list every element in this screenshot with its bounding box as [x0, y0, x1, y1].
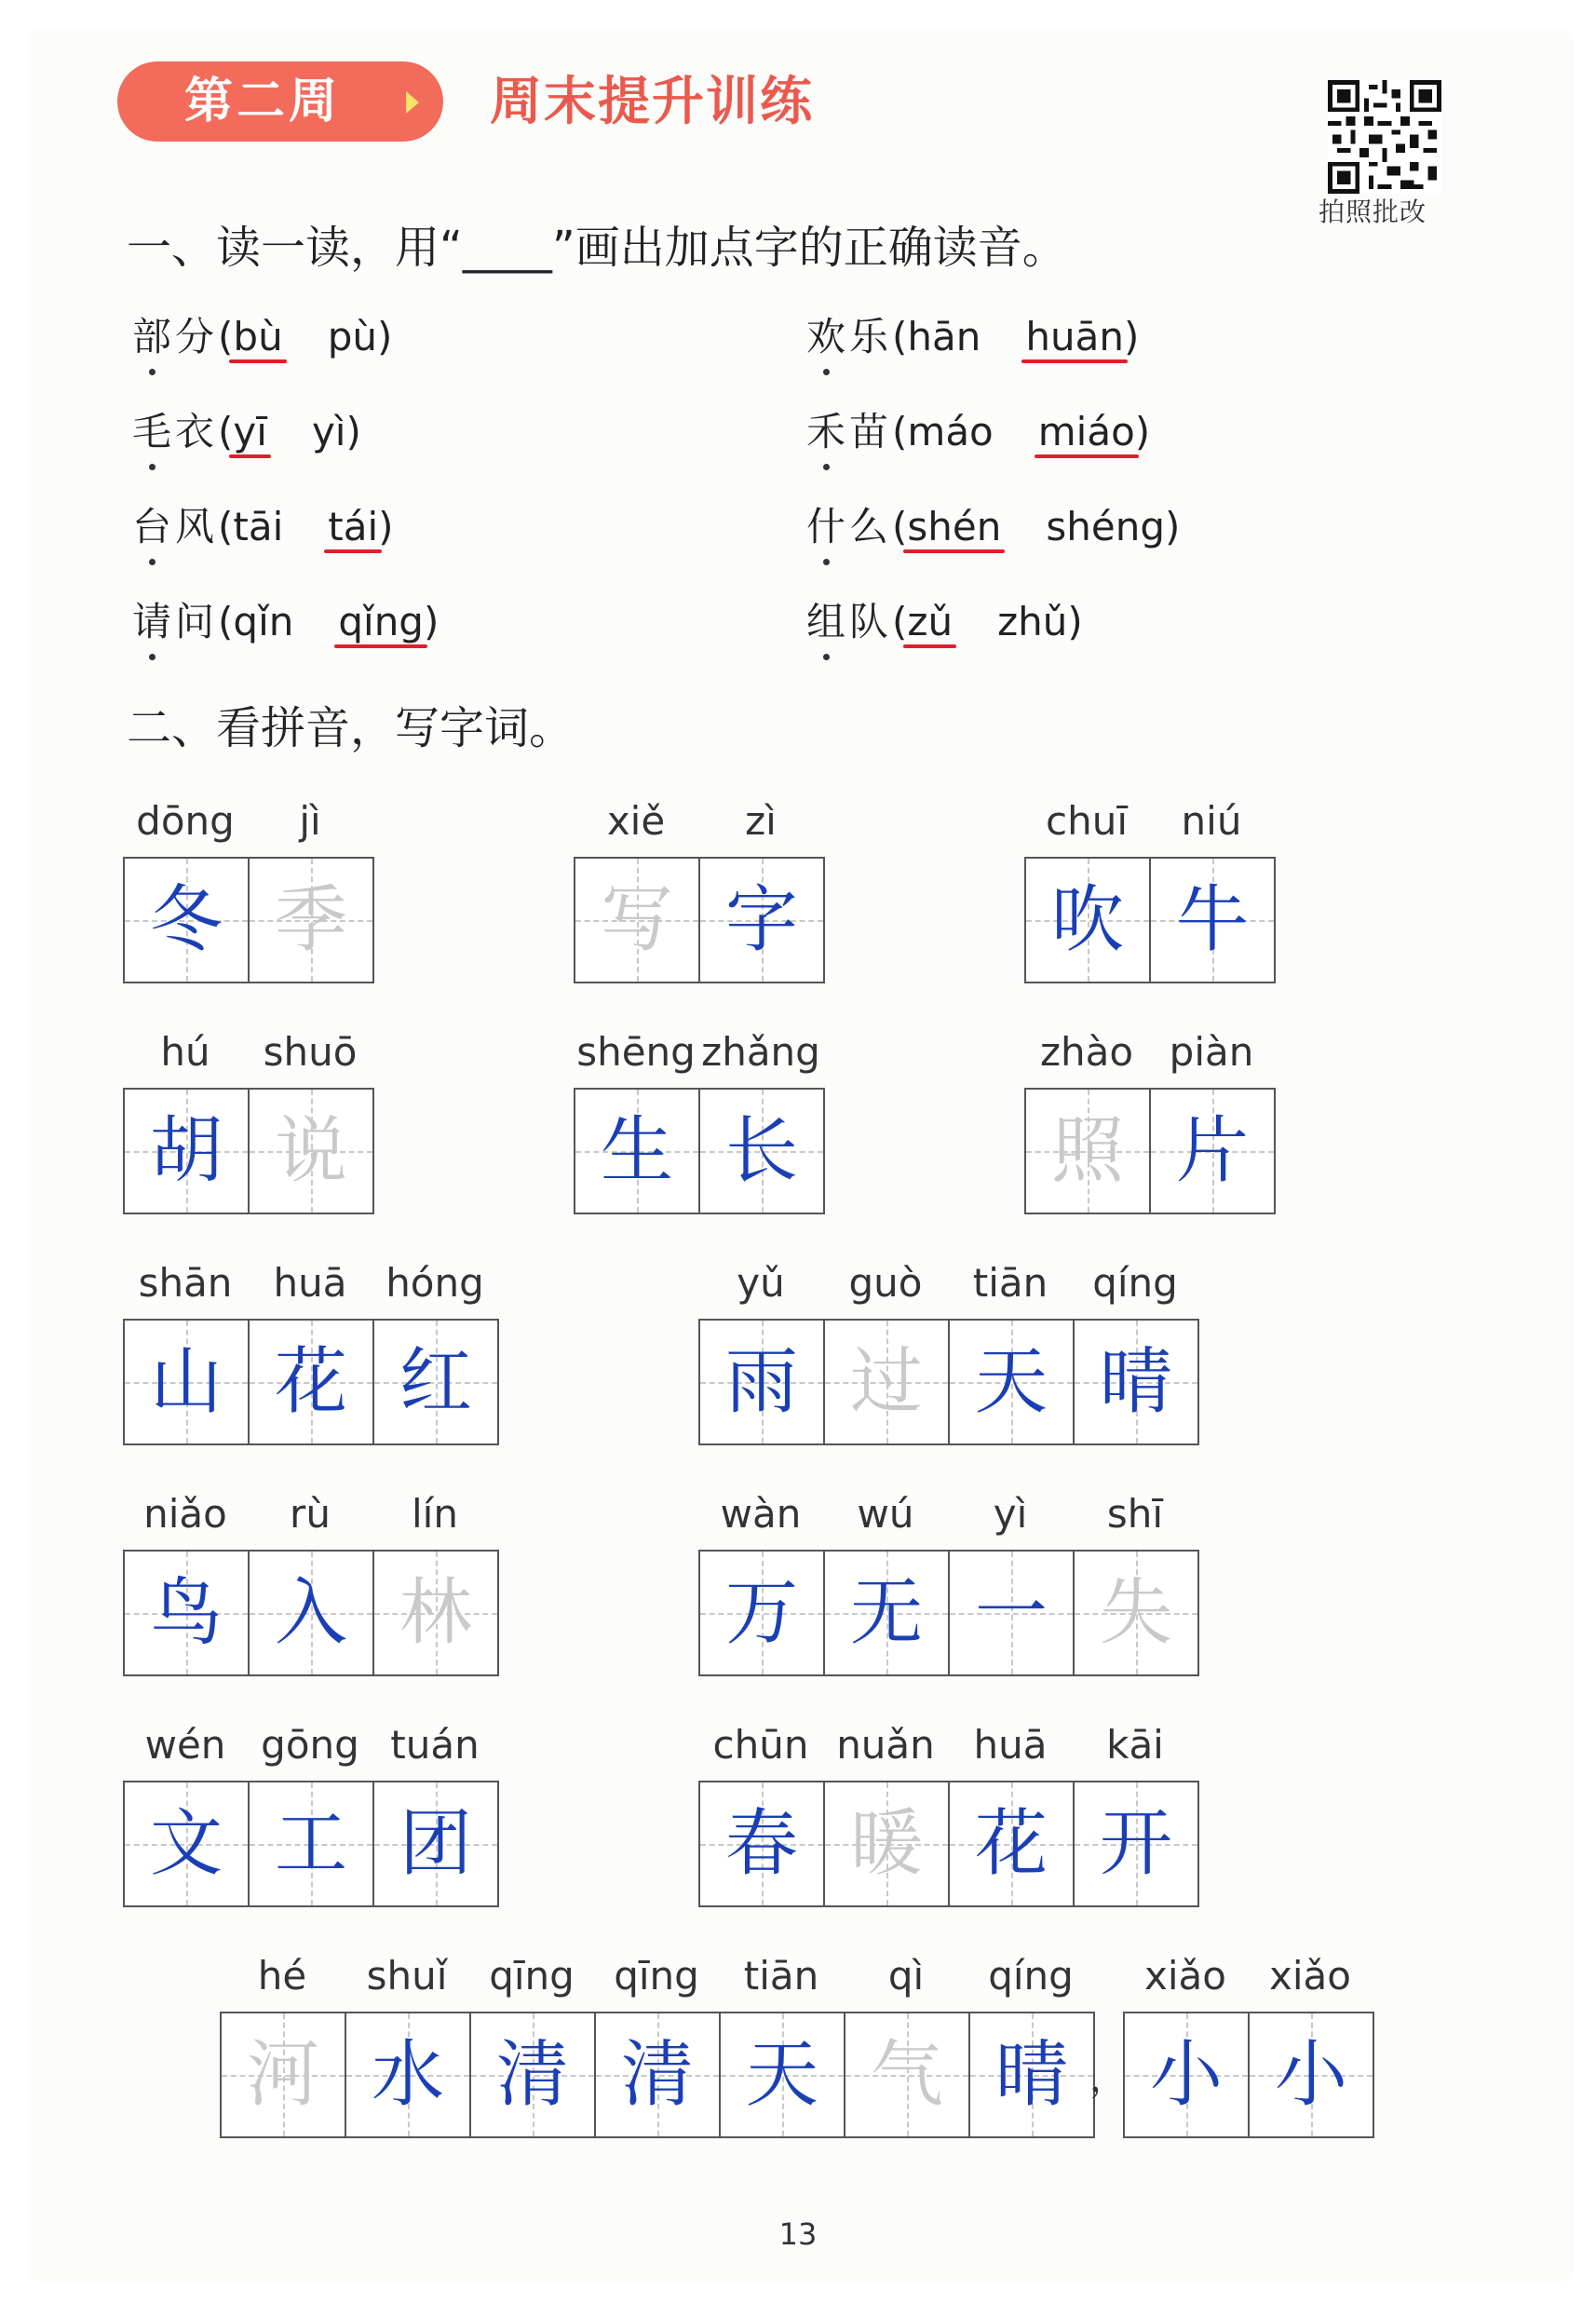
writing-cell[interactable] [248, 1090, 372, 1213]
writing-cell[interactable] [948, 1321, 1073, 1443]
reading-item [806, 499, 1180, 555]
emphasis-dot [823, 654, 830, 660]
option-pinyin[interactable]: tāi [233, 504, 284, 549]
pinyin-label: zhǎng [701, 1029, 820, 1075]
written-character: 水 [371, 2033, 444, 2117]
open-paren: ( [218, 314, 234, 359]
written-character: 工 [274, 1802, 347, 1886]
writing-cell[interactable] [345, 2013, 469, 2136]
pinyin-label: qīng [614, 1953, 699, 1999]
tianzige-grid [698, 1781, 1199, 1907]
emphasis-dot [149, 369, 156, 375]
tianzige-grid [220, 2012, 1095, 2138]
written-character: 气 [870, 2033, 943, 2117]
pinyin-label: chuī [1046, 798, 1128, 844]
written-character: 生 [600, 1109, 673, 1193]
close-paren: ) [378, 504, 394, 549]
pinyin-label: yì [993, 1491, 1028, 1537]
pinyin-label: tuán [390, 1722, 480, 1768]
option-pinyin[interactable]: shéng [1046, 504, 1165, 549]
writing-cell[interactable] [372, 1782, 497, 1905]
written-character: 照 [1050, 1109, 1124, 1193]
emphasis-dot [149, 559, 156, 565]
writing-cell[interactable] [125, 1552, 248, 1674]
written-character: 晴 [994, 2033, 1068, 2117]
item-word: 什么 [806, 504, 893, 549]
close-paren: ) [345, 409, 361, 454]
open-paren: ( [892, 504, 908, 549]
open-paren: ( [892, 599, 908, 644]
writing-cell[interactable] [248, 859, 372, 982]
pinyin-label: wàn [720, 1491, 802, 1537]
written-character: 清 [495, 2033, 569, 2117]
writing-cell[interactable] [222, 2013, 345, 2136]
writing-cell[interactable] [948, 1552, 1073, 1674]
qr-caption: 拍照批改 [1319, 197, 1427, 227]
pinyin-label: xiǎo [1269, 1953, 1351, 1999]
page-number: 13 [778, 2216, 818, 2252]
pinyin-label: qì [887, 1953, 925, 1999]
written-character: 小 [1149, 2033, 1223, 2117]
written-character: 片 [1175, 1109, 1249, 1193]
writing-cell[interactable] [698, 859, 823, 982]
tianzige-grid [1024, 1088, 1276, 1214]
arrow-icon [406, 91, 419, 114]
pinyin-label: piàn [1169, 1029, 1254, 1075]
tianzige-grid [574, 1088, 825, 1214]
page-title: 周末提升训练 [490, 72, 814, 132]
writing-cell[interactable] [1248, 2013, 1373, 2136]
pinyin-label: zì [745, 798, 777, 844]
pinyin-label: tiān [972, 1260, 1048, 1306]
written-character: 小 [1274, 2033, 1347, 2117]
close-paren: ) [1165, 504, 1181, 549]
emphasis-dot [823, 369, 830, 375]
written-character: 河 [246, 2033, 319, 2117]
written-character: 万 [724, 1571, 798, 1655]
writing-cell[interactable] [125, 859, 248, 982]
tianzige-grid [698, 1550, 1199, 1676]
writing-cell[interactable] [125, 1782, 248, 1905]
written-character: 红 [399, 1340, 472, 1424]
reading-item [806, 404, 1150, 460]
tianzige-grid [123, 1550, 499, 1676]
pinyin-label: huā [273, 1260, 347, 1306]
pinyin-label: wén [144, 1722, 226, 1768]
reading-item [132, 594, 439, 650]
tianzige-grid [574, 857, 825, 983]
item-word: 部分 [132, 314, 219, 359]
part1-heading: 一、读一读，用“____”画出加点字的正确读音。 [127, 222, 1067, 274]
written-character: 无 [849, 1571, 923, 1655]
item-word: 禾苗 [806, 409, 893, 454]
item-word: 欢乐 [806, 314, 893, 359]
tianzige-grid [123, 857, 374, 983]
pinyin-label: hú [160, 1029, 210, 1075]
option-pinyin[interactable]: yì [311, 409, 346, 454]
emphasis-dot [149, 654, 156, 660]
writing-cell[interactable] [823, 1321, 948, 1443]
pinyin-label: rù [290, 1491, 331, 1537]
written-character: 花 [274, 1340, 347, 1424]
written-character: 花 [974, 1802, 1048, 1886]
writing-cell[interactable] [719, 2013, 844, 2136]
pinyin-label: yǔ [737, 1260, 785, 1306]
pinyin-label: nuǎn [836, 1722, 935, 1768]
written-character: 春 [724, 1802, 798, 1886]
open-paren: ( [892, 314, 908, 359]
writing-cell[interactable] [1149, 859, 1274, 982]
writing-cell[interactable] [844, 2013, 968, 2136]
close-paren: ) [423, 599, 440, 644]
close-paren: ) [376, 314, 393, 359]
written-character: 过 [849, 1340, 923, 1424]
writing-cell[interactable] [248, 1321, 372, 1443]
item-word: 台风 [132, 504, 219, 549]
writing-cell[interactable] [575, 859, 698, 982]
tianzige-grid [698, 1319, 1199, 1445]
pinyin-label: qíng [988, 1953, 1074, 1999]
pinyin-label: guò [848, 1260, 923, 1306]
option-pinyin[interactable]: tái [328, 499, 378, 555]
pinyin-label: shān [138, 1260, 233, 1306]
writing-cell[interactable] [1073, 1321, 1197, 1443]
tianzige-grid [123, 1781, 499, 1907]
pinyin-label: xiǎo [1144, 1953, 1226, 1999]
pinyin-label: chūn [712, 1722, 809, 1768]
writing-cell[interactable] [698, 1090, 823, 1213]
pinyin-label: hé [257, 1953, 307, 1999]
written-character: 吹 [1050, 878, 1124, 962]
reading-item [132, 499, 394, 555]
written-character: 长 [724, 1109, 798, 1193]
pinyin-label: wú [857, 1491, 914, 1537]
writing-cell[interactable] [248, 1552, 372, 1674]
option-pinyin[interactable]: zǔ [907, 594, 953, 650]
writing-cell[interactable] [372, 1552, 497, 1674]
written-character: 团 [399, 1802, 472, 1886]
qr-code-icon[interactable] [1328, 80, 1441, 194]
option-pinyin[interactable]: yī [233, 404, 267, 460]
pinyin-label: huā [973, 1722, 1048, 1768]
written-character: 入 [274, 1571, 347, 1655]
option-pinyin[interactable]: miáo [1038, 404, 1135, 460]
written-character: 字 [724, 878, 798, 962]
option-pinyin[interactable]: bù [233, 309, 282, 365]
writing-cell[interactable] [248, 1782, 372, 1905]
written-character: 天 [745, 2033, 818, 2117]
open-paren: ( [218, 599, 234, 644]
tianzige-grid [123, 1088, 374, 1214]
pinyin-label: xiě [606, 798, 666, 844]
written-character: 说 [274, 1109, 347, 1193]
written-character: 一 [974, 1571, 1048, 1655]
writing-cell[interactable] [1026, 1090, 1149, 1213]
writing-cell[interactable] [1026, 859, 1149, 982]
written-character: 暖 [849, 1802, 923, 1886]
emphasis-dot [823, 464, 830, 470]
writing-cell[interactable] [575, 1090, 698, 1213]
item-word: 组队 [806, 599, 893, 644]
option-pinyin[interactable]: qǐn [233, 599, 294, 644]
emphasis-dot [823, 559, 830, 565]
close-paren: ) [1067, 599, 1083, 644]
written-character: 林 [399, 1571, 472, 1655]
written-character: 鸟 [149, 1571, 223, 1655]
written-character: 开 [1099, 1802, 1172, 1886]
written-character: 清 [620, 2033, 694, 2117]
emphasis-dot [149, 464, 156, 470]
written-character: 写 [600, 878, 673, 962]
written-character: 天 [974, 1340, 1048, 1424]
tianzige-grid [1024, 857, 1276, 983]
week-badge: 第二周 [117, 61, 443, 142]
pinyin-label: shī [1106, 1491, 1164, 1537]
writing-cell[interactable] [594, 2013, 719, 2136]
option-pinyin[interactable]: zhǔ [997, 599, 1068, 644]
pinyin-label: hóng [385, 1260, 484, 1306]
tianzige-grid [1123, 2012, 1374, 2138]
written-character: 雨 [724, 1340, 798, 1424]
option-pinyin[interactable]: shén [907, 499, 1001, 555]
pinyin-label: gōng [261, 1722, 359, 1768]
written-character: 文 [149, 1802, 223, 1886]
reading-item [806, 594, 1083, 650]
close-paren: ) [1124, 314, 1140, 359]
written-character: 冬 [149, 878, 223, 962]
pinyin-label: niǎo [143, 1491, 227, 1537]
writing-cell[interactable] [125, 1321, 248, 1443]
written-character: 胡 [149, 1109, 223, 1193]
writing-cell[interactable] [700, 1782, 823, 1905]
pinyin-label: qíng [1092, 1260, 1178, 1306]
item-word: 请问 [132, 599, 219, 644]
written-character: 季 [274, 878, 347, 962]
pinyin-label: lín [412, 1491, 458, 1537]
written-character: 牛 [1175, 878, 1249, 962]
pinyin-label: qīng [489, 1953, 575, 1999]
reading-item [132, 309, 392, 365]
writing-cell[interactable] [125, 1090, 248, 1213]
writing-cell[interactable] [372, 1321, 497, 1443]
pinyin-label: kāi [1106, 1722, 1164, 1768]
pinyin-label: shuǐ [366, 1953, 448, 1999]
item-word: 毛衣 [132, 409, 219, 454]
writing-cell[interactable] [948, 1782, 1073, 1905]
close-paren: ) [1134, 409, 1151, 454]
option-pinyin[interactable]: máo [907, 409, 994, 454]
pinyin-label: zhào [1039, 1029, 1134, 1075]
writing-cell[interactable] [968, 2013, 1093, 2136]
reading-item [806, 309, 1139, 365]
pinyin-label: shuō [263, 1029, 358, 1075]
option-pinyin[interactable]: huān [1025, 309, 1124, 365]
pinyin-label: niú [1181, 798, 1242, 844]
writing-cell[interactable] [1073, 1552, 1197, 1674]
option-pinyin[interactable]: qǐng [338, 594, 424, 650]
writing-cell[interactable] [823, 1782, 948, 1905]
writing-cell[interactable] [1073, 1782, 1197, 1905]
comma-separator: ， [1089, 2057, 1127, 2100]
pinyin-label: dōng [136, 798, 235, 844]
open-paren: ( [892, 409, 908, 454]
option-pinyin[interactable]: pù [327, 314, 377, 359]
reading-item [132, 404, 361, 460]
writing-cell[interactable] [1125, 2013, 1248, 2136]
writing-cell[interactable] [1149, 1090, 1274, 1213]
option-pinyin[interactable]: hān [907, 314, 981, 359]
pinyin-label: jì [299, 798, 321, 844]
writing-cell[interactable] [700, 1552, 823, 1674]
pinyin-label: shēng [576, 1029, 696, 1075]
writing-cell[interactable] [823, 1552, 948, 1674]
written-character: 山 [149, 1340, 223, 1424]
open-paren: ( [218, 504, 234, 549]
tianzige-grid [123, 1319, 499, 1445]
written-character: 晴 [1099, 1340, 1172, 1424]
written-character: 失 [1099, 1571, 1172, 1655]
writing-cell[interactable] [700, 1321, 823, 1443]
writing-cell[interactable] [469, 2013, 594, 2136]
open-paren: ( [218, 409, 234, 454]
part2-heading: 二、看拼音，写字词。 [127, 702, 575, 754]
pinyin-label: tiān [743, 1953, 819, 1999]
